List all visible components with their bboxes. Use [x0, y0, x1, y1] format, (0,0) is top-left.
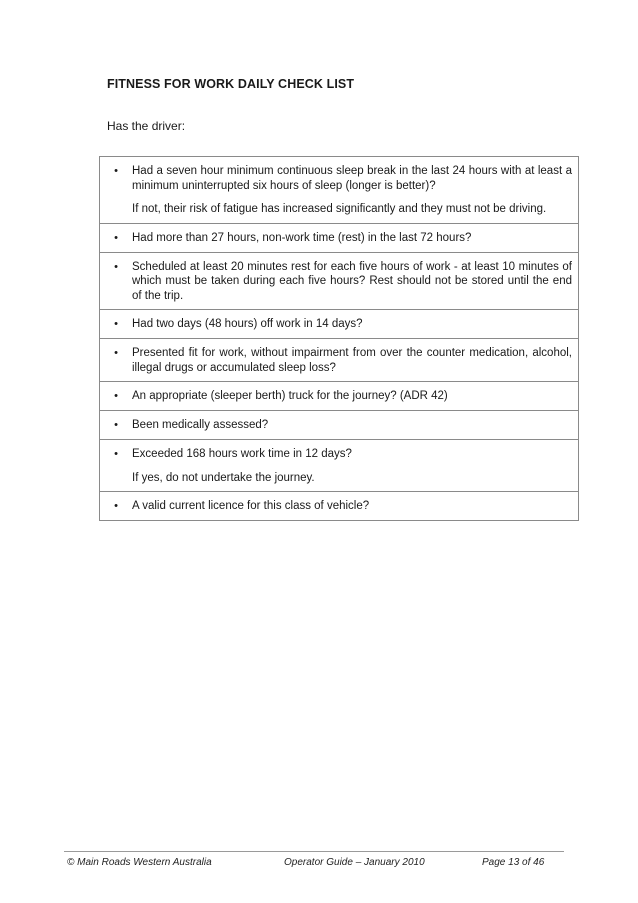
checklist-row	[100, 157, 578, 223]
checklist-row	[100, 338, 578, 381]
checklist-item-text: Had two days (48 hours) off work in 14 days?	[132, 318, 363, 330]
bullet-icon: •	[114, 500, 118, 512]
footer-doc-title: Operator Guide – January 2010	[284, 857, 425, 868]
bullet-icon: •	[114, 419, 118, 431]
bullet-icon: •	[114, 260, 118, 273]
checklist-item-text: Exceeded 168 hours work time in 12 days?	[132, 448, 352, 460]
checklist-row	[100, 252, 578, 310]
bullet-icon: •	[114, 231, 118, 244]
bullet-icon: •	[114, 165, 118, 177]
bullet-icon: •	[114, 347, 118, 359]
checklist-row	[100, 223, 578, 252]
bullet-icon: •	[114, 390, 118, 402]
checklist-item-text: Had more than 27 hours, non-work time (rest) in the last 72 hours?	[132, 231, 472, 244]
checklist-item-text: A valid current licence for this class of vehicle?	[132, 500, 370, 512]
checklist-table	[99, 156, 579, 521]
checklist-row	[100, 410, 578, 439]
footer-copyright: © Main Roads Western Australia	[67, 857, 212, 868]
checklist-item-text: Been medically assessed?	[132, 419, 269, 431]
bullet-icon: •	[114, 318, 118, 330]
checklist-item-note: If yes, do not undertake the journey.	[132, 471, 315, 484]
checklist-row	[100, 491, 578, 520]
checklist-row	[100, 381, 578, 410]
intro-text: Has the driver:	[107, 119, 186, 133]
checklist-item-note: If not, their risk of fatigue has increased significantly and they must not be driving.	[132, 203, 547, 215]
checklist-row	[100, 439, 578, 491]
checklist-item-text: Presented fit for work, without impairment from over the counter medication, alcohol, illegal drugs or accumulated sleep loss?	[132, 347, 572, 374]
checklist-row	[100, 309, 578, 338]
footer-divider	[64, 851, 564, 852]
checklist-item-text: Scheduled at least 20 minutes rest for each five hours of work - at least 10 minutes of which must be taken during each five hours? Rest should not be stored until the end of the trip.	[132, 260, 572, 302]
page-title: FITNESS FOR WORK DAILY CHECK LIST	[107, 77, 355, 91]
footer-page-number: Page 13 of 46	[482, 857, 545, 868]
checklist-item-text: Had a seven hour minimum continuous sleep break in the last 24 hours with at least a minimum uninterrupted six hours of sleep (longer is better)?	[132, 165, 572, 192]
checklist-item-text: An appropriate (sleeper berth) truck for the journey? (ADR 42)	[132, 390, 448, 402]
bullet-icon: •	[114, 448, 118, 460]
